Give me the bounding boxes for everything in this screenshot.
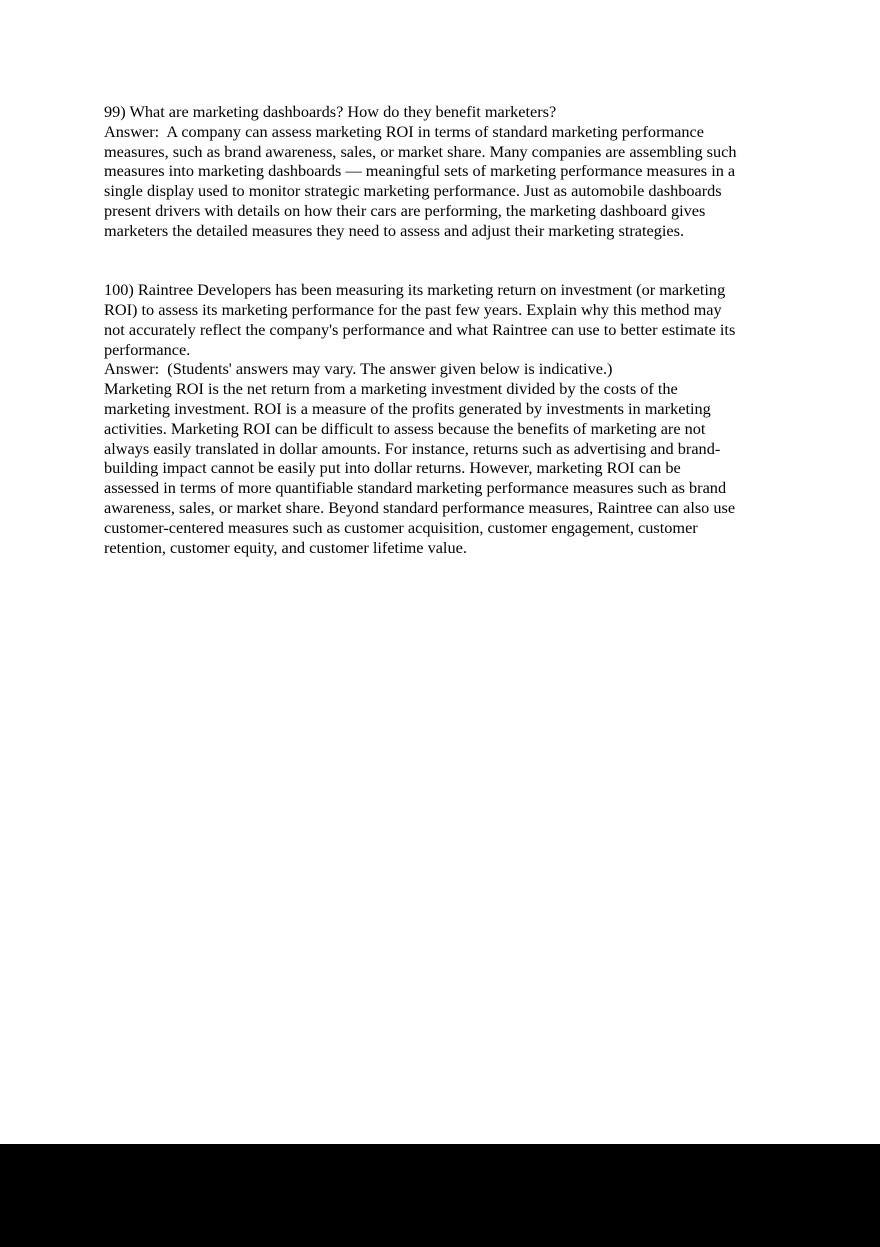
question-spacer bbox=[104, 241, 784, 281]
bottom-black-bar bbox=[0, 1144, 880, 1247]
answer-line: activities. Marketing ROI can be difficult to assess because the benefits of marketing are not bbox=[104, 418, 706, 438]
question-line: ROI) to assess its marketing performance for the past few years. Explain why this method may bbox=[104, 299, 722, 319]
question-line: 99) What are marketing dashboards? How do they benefit marketers? bbox=[104, 102, 557, 121]
question-99 bbox=[104, 102, 784, 241]
question-100-prompt bbox=[104, 280, 784, 359]
answer-line: assessed in terms of more quantifiable standard marketing performance measures such as brand bbox=[104, 478, 727, 498]
question-line: 100) Raintree Developers has been measuring its marketing return on investment (or marketing bbox=[104, 280, 726, 300]
answer-line: present drivers with details on how their cars are performing, the marketing dashboard gives bbox=[104, 200, 706, 220]
answer-line: awareness, sales, or market share. Beyond standard performance measures, Raintree can also use bbox=[104, 497, 736, 517]
answer-line: customer-centered measures such as customer acquisition, customer engagement, customer bbox=[104, 517, 698, 537]
page-content bbox=[104, 102, 784, 557]
question-line: not accurately reflect the company's performance and what Raintree can use to better estimate its bbox=[104, 319, 736, 339]
answer-line: Answer: A company can assess marketing ROI in terms of standard marketing performance bbox=[104, 121, 704, 141]
answer-line: single display used to monitor strategic marketing performance. Just as automobile dashboards bbox=[104, 181, 722, 201]
answer-line: marketers the detailed measures they need to assess and adjust their marketing strategies. bbox=[104, 220, 685, 240]
question-100 bbox=[104, 280, 784, 557]
answer-line: marketing investment. ROI is a measure of the profits generated by investments in marketing bbox=[104, 398, 711, 418]
question-line: performance. bbox=[104, 339, 191, 359]
question-99-answer bbox=[104, 122, 784, 241]
answer-line: building impact cannot be easily put into dollar returns. However, marketing ROI can be bbox=[104, 458, 681, 478]
answer-line: Answer: (Students' answers may vary. The answer given below is indicative.) bbox=[104, 359, 613, 379]
question-99-prompt bbox=[104, 102, 784, 122]
answer-line: retention, customer equity, and customer lifetime value. bbox=[104, 537, 467, 557]
question-100-answer bbox=[104, 359, 784, 557]
answer-line: always easily translated in dollar amounts. For instance, returns such as advertising and brand- bbox=[104, 438, 721, 458]
answer-line: Marketing ROI is the net return from a marketing investment divided by the costs of the bbox=[104, 379, 678, 399]
answer-line: measures into marketing dashboards — meaningful sets of marketing performance measures in a bbox=[104, 161, 736, 181]
answer-line: measures, such as brand awareness, sales, or market share. Many companies are assembling such bbox=[104, 141, 737, 161]
